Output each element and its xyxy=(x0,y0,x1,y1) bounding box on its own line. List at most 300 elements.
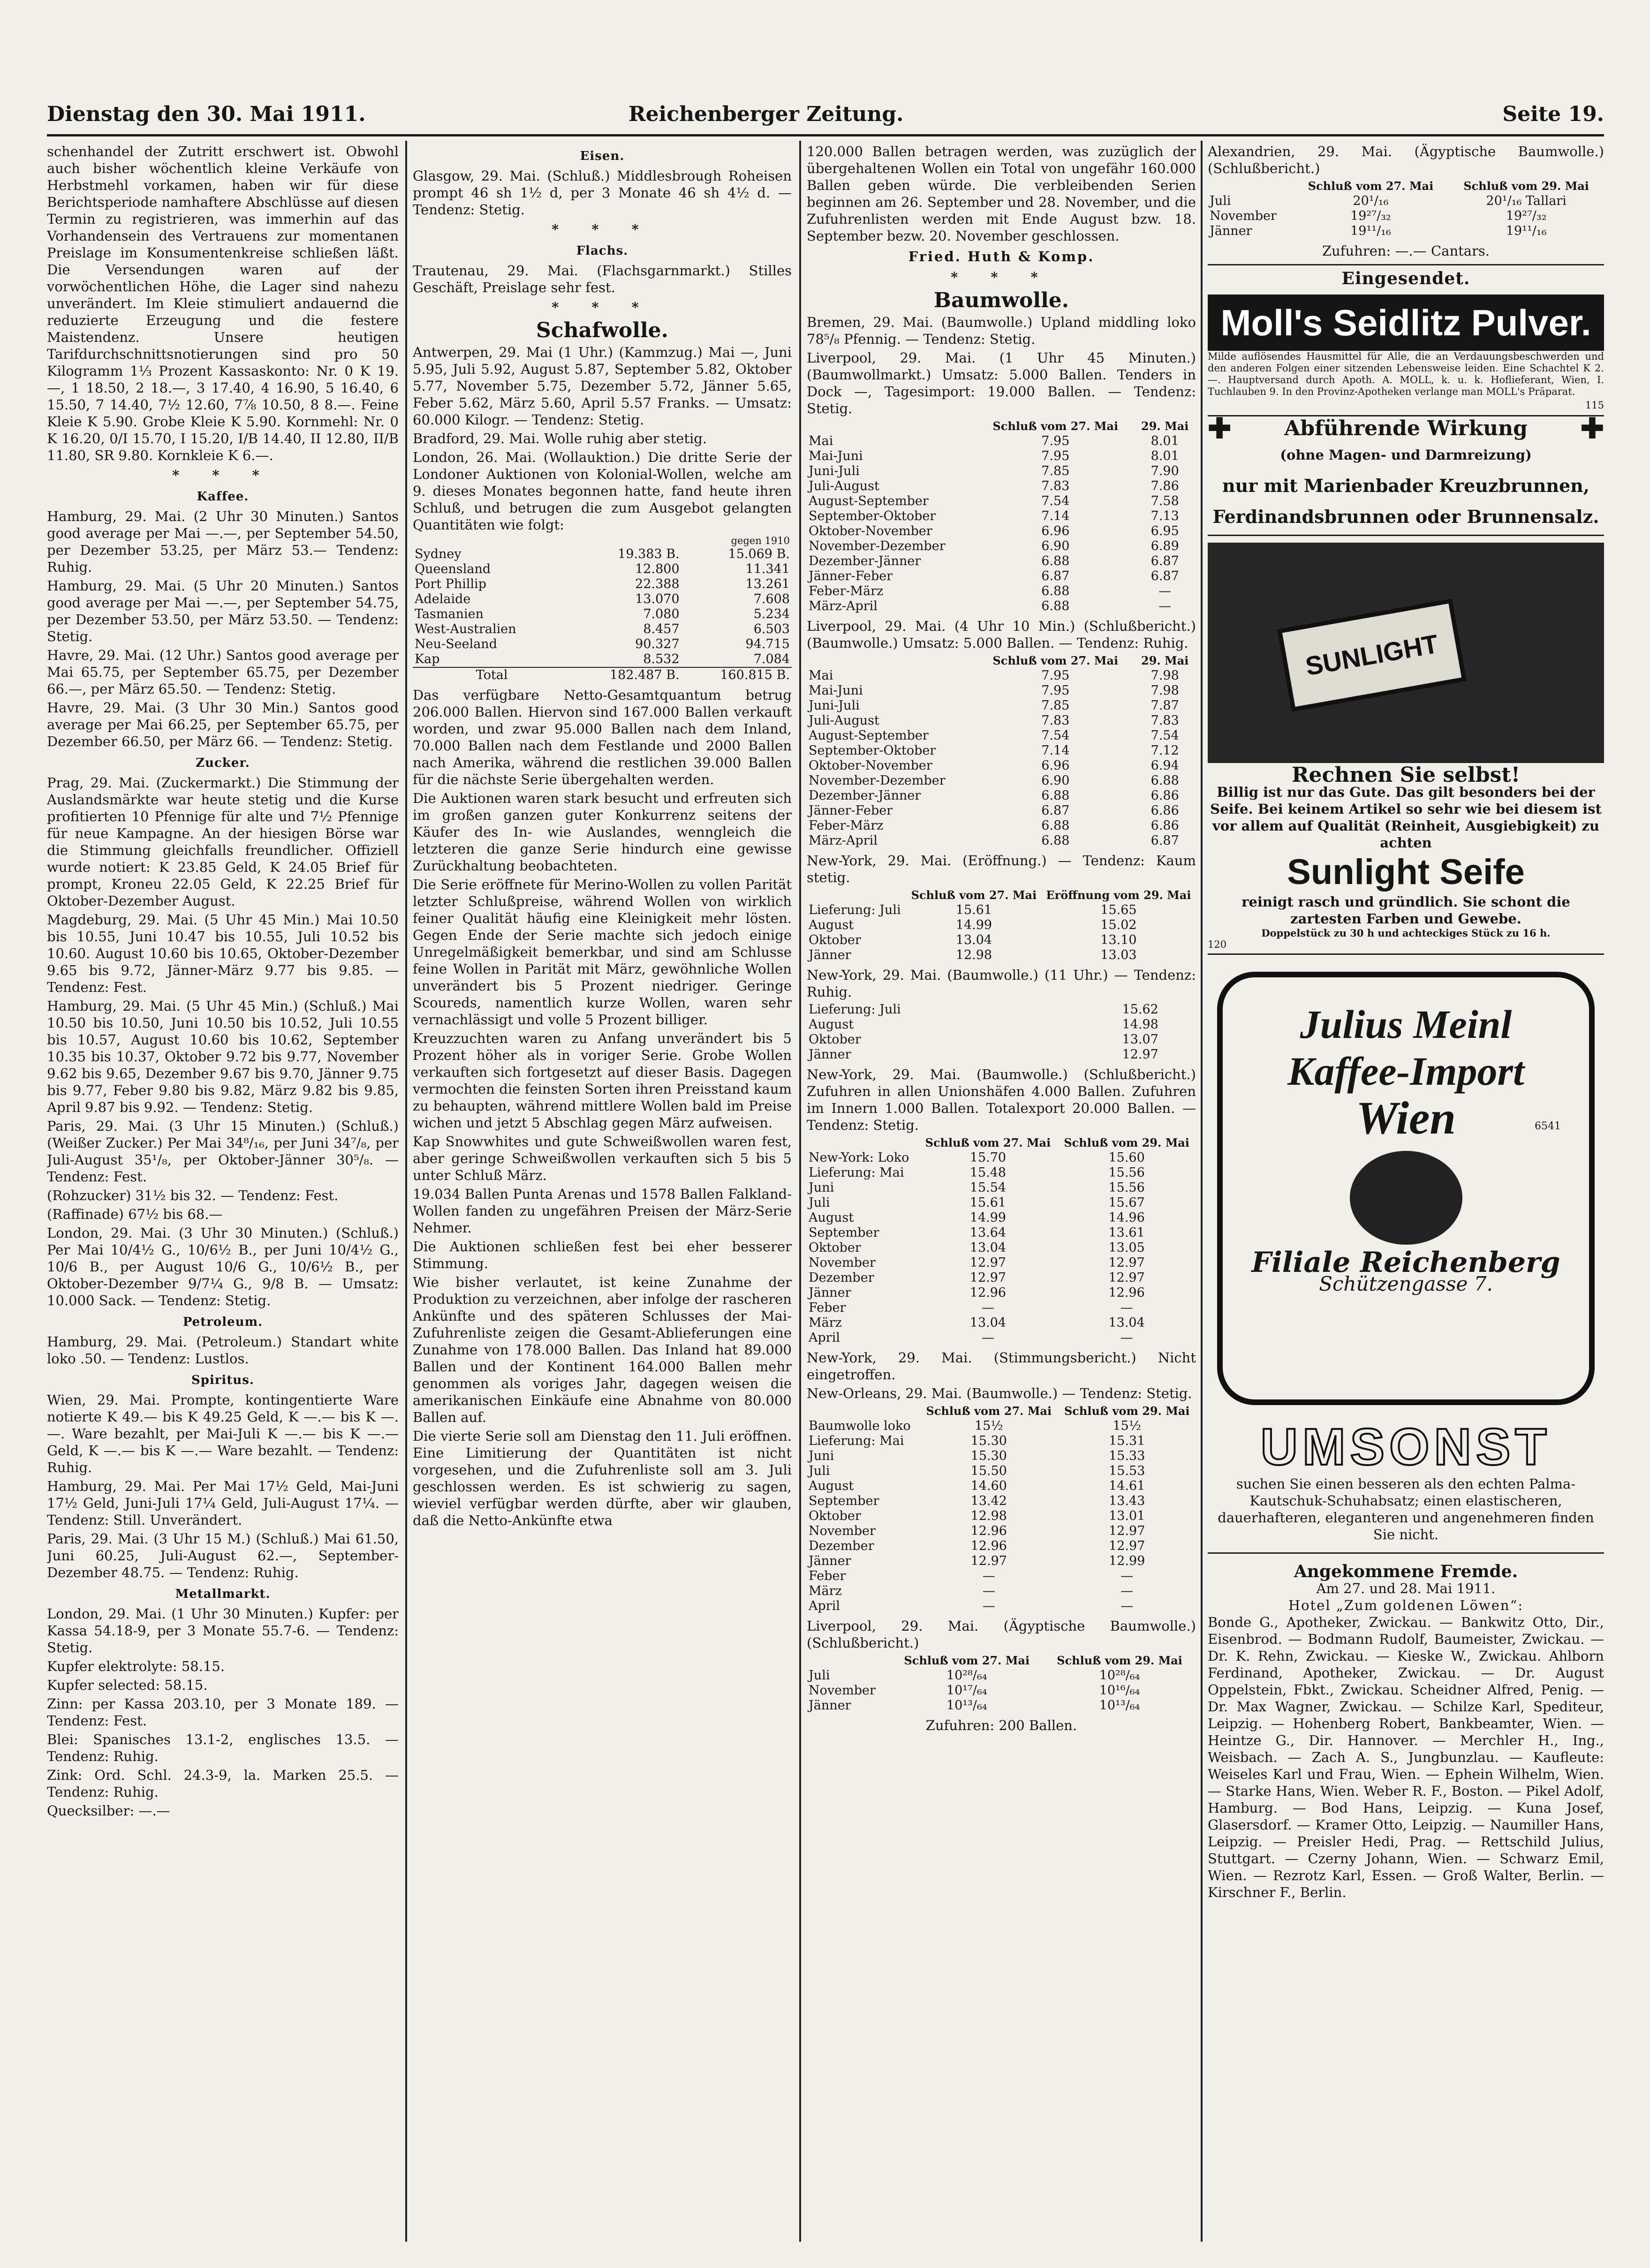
table-row xyxy=(807,1047,1196,1062)
article-text: Die Auktionen schließen fest bei eher besserer Stimmung. xyxy=(413,1239,792,1271)
table-row xyxy=(807,1494,1196,1509)
price-table xyxy=(807,419,1196,614)
table-row xyxy=(807,683,1196,698)
table-row xyxy=(807,1668,1196,1683)
table-cell: 15.33 xyxy=(1109,1449,1145,1463)
table-row xyxy=(807,1569,1196,1584)
table-cell: April xyxy=(809,1599,840,1613)
table-cell: Oktober-November xyxy=(809,758,932,773)
table-cell: 7.85 xyxy=(1041,464,1070,478)
table-row xyxy=(807,1524,1196,1539)
table-cell: 90.327 xyxy=(635,637,680,651)
table-cell: Kap xyxy=(415,652,440,666)
table-cell: August-September xyxy=(809,728,929,743)
table-row xyxy=(807,818,1196,833)
table-cell: 15.67 xyxy=(1108,1195,1145,1210)
table-header xyxy=(807,653,977,668)
table-cell: 6.94 xyxy=(1150,758,1179,773)
table-cell: 15.62 xyxy=(1122,1002,1158,1017)
table-cell: 10¹³/₆₄ xyxy=(946,1698,987,1713)
table-cell: 6.90 xyxy=(1041,539,1070,553)
table-cell: 12.97 xyxy=(969,1270,1007,1285)
table-cell: August-September xyxy=(809,494,929,508)
table-cell: 6.88 xyxy=(1150,773,1179,788)
table-cell: 7.14 xyxy=(1041,743,1070,758)
table-cell: 12.800 xyxy=(635,562,680,576)
table-cell: 6.96 xyxy=(1041,758,1070,773)
table-cell xyxy=(1074,1047,1084,1062)
table-row xyxy=(413,592,792,607)
table-cell: 13.04 xyxy=(1108,1315,1145,1330)
table-cell: 6.88 xyxy=(1041,833,1070,848)
article-text: schenhandel der Zutritt erschwert ist. Obwohl auch bisher wöchentlich kleine Verkäufe von Herbstmehl vorkamen, haben wir für diese Berichtsperiode namhaftere Abschlüsse auf diesen Termin zu registrieren, was immerhin auf das Vorhandensein des Vertrauens zur momentanen Preislage im Konsumentenkreise schließen läßt. Die Versendungen waren auf der vorwöchentlichen Höhe, die Lager sind nahezu unverändert. Im Kleie stimuliert andauernd die reduzierte Erzeugung und die festere Maistendenz. Unsere heutigen Tarifdurchschnittsnotierungen sind pro 50 Kilogramm 1⅓ Prozent Kassaskonto: Nr. 0 K 19.—, 1 18.50, 2 18.—, 3 17.40, 4 16.90, 5 16.40, 6 15.50, 7 14.40, 7½ 12.60, 7⅞ 10.50, 8 8.—. Feine Kleie K 5.90. Grobe Kleie K 5.90. Kornmehl: Nr. 0 K 16.20, 0/I 15.70, I 15.20, I/B 14.40, II 12.80, II/B 11.80, SR 9.80. Kornkleie K 6.—. xyxy=(47,144,399,463)
table-cell: Juli-August xyxy=(809,479,879,493)
table-cell: 5.234 xyxy=(753,607,790,621)
table-header-row xyxy=(807,1653,1196,1668)
table-cell: 19²⁷/₃₂ xyxy=(1350,209,1391,223)
table-cell: August xyxy=(809,1479,854,1493)
ad-text: Milde auflösendes Hausmittel für Alle, die an Verdauungsbeschwerden und den anderen Folgen einer sitzenden Lebensweise leiden. Eine Schachtel K 2.—. Hauptversand durch Apoth. A. MOLL, k. u. k. Hoflieferant, Wien, I. Tuchlauben 9. In den Provinz-Apotheken verlange man MOLL's Präparat. xyxy=(1208,351,1604,397)
table-cell: Juli xyxy=(809,1195,830,1210)
table-header: Schluß vom 27. Mai xyxy=(1308,179,1434,193)
ad-text: nur mit Marienbader Kreuzbrunnen, xyxy=(1222,475,1589,496)
ad-headline: Sunlight Seife xyxy=(1287,852,1525,892)
table-cell: Queensland xyxy=(415,562,491,576)
market-report: New-York, 29. Mai. (Eröffnung.) — Tendenz: Kaum stetig. xyxy=(807,853,1196,885)
table-row xyxy=(807,1210,1196,1225)
table-cell: März-April xyxy=(809,833,878,848)
table-row xyxy=(807,698,1196,713)
market-report: London, 29. Mai. (3 Uhr 30 Minuten.) (Schluß.) Per Mai 10/4½ G., 10/6½ B., per Juni 10/4½ G., 10/6 B., per August 10/6 G., 10/6½ B., per Oktober-Dezember 9/7¼ G., 9/8 B. — Umsatz: 10.000 Sack. — Tendenz: Stetig. xyxy=(47,1225,399,1308)
section-title: Angekommene Fremde. xyxy=(1294,1562,1518,1581)
market-report: Antwerpen, 29. Mai (1 Uhr.) (Kammzug.) Mai —, Juni 5.95, Juli 5.92, August 5.87, September 5.82, Oktober 5.77, November 5.75, Dezember 5.72, Jänner 5.65, Feber 5.62, März 5.60, April 5.57 Franks. — Umsatz: 60.000 Kilogr. — Tendenz: Stetig. xyxy=(413,344,792,428)
table-cell: 7.90 xyxy=(1150,464,1179,478)
table-cell: 7.080 xyxy=(643,607,680,621)
header-newspaper-title: Reichenberger Zeitung. xyxy=(628,102,904,126)
table-row xyxy=(807,1683,1196,1698)
table-cell: 14.99 xyxy=(969,1210,1007,1225)
table-cell: 10²⁸/₆₄ xyxy=(946,1668,987,1683)
market-report: Alexandrien, 29. Mai. (Ägyptische Baumwolle.) (Schlußbericht.) xyxy=(1208,144,1604,176)
table-cell: Juli xyxy=(1210,194,1231,208)
article-text: Das verfügbare Netto-Gesamtquantum betrug 206.000 Ballen. Hiervon sind 167.000 Ballen verkauft worden, und zwar 95.000 Ballen nach dem Inland, 70.000 Ballen nach dem Festlande und 2000 Ballen nach Amerika, während die restlichen 39.000 Ballen für die nächste Serie übergehalten werden. xyxy=(413,687,792,787)
table-cell: Dezember-Jänner xyxy=(809,554,921,568)
table-cell: West-Australien xyxy=(415,622,516,636)
table-cell: Lieferung: Juli xyxy=(809,903,901,917)
table-header: Eröffnung vom 29. Mai xyxy=(1046,888,1191,902)
market-report: New-York, 29. Mai. (Stimmungsbericht.) Nicht eingetroffen. xyxy=(807,1350,1196,1383)
table-row xyxy=(413,622,792,637)
table-cell: Mai xyxy=(809,668,833,683)
separator-stars: * * * xyxy=(172,467,273,483)
table-header xyxy=(807,1653,890,1668)
guest-list: Bonde G., Apotheker, Zwickau. — Bankwitz Otto, Dir., Eisenbrod. — Bodmann Rudolf, Baumeister, Zwickau. — Dr. K. Rehn, Zwickau. — Kieske W., Zwickau. Ahlborn Ferdinand, Apotheker, Zwickau. — Dr. August Oppelstein, Fbkt., Zwickau. Scheidner Alfred, Penig. — Dr. Max Wagner, Zwickau. — Schilze Karl, Spediteur, Leipzig. — Hohenberg Robert, Bankbeamter, Wien. — Heintze G., Dir. Hannover. — Merchler H., Ing., Weisbach. — Zach A. S., Jungbunzlau. — Kaufleute: Weiseles Karl und Frau, Wien. — Ephein Wilhelm, Wien. — Starke Hans, Wien. Weber R. F., Boston. — Pikel Adolf, Hamburg. — Bod Hans, Leipzig. — Kuna Josef, Glasersdorf. — Kramer Otto, Leipzig. — Naumiller Hans, Leipzig. — Preisler Hedi, Prag. — Rettschild Julius, Stuttgart. — Czerny Johann, Wien. — Schwarz Emil, Wien. — Rezrotz Karl, Essen. — Groß Walter, Berlin. — Kirschner F., Berlin. xyxy=(1208,1614,1604,1900)
table-cell: 15.61 xyxy=(955,903,992,917)
table-cell: 7.95 xyxy=(1041,683,1070,698)
table-cell: 12.97 xyxy=(1109,1524,1145,1538)
market-report: Bradford, 29. Mai. Wolle ruhig aber stetig. xyxy=(413,431,707,446)
table-cell: — xyxy=(1158,584,1172,598)
table-cell: 13.61 xyxy=(1108,1225,1145,1240)
table-cell: 10²⁸/₆₄ xyxy=(1099,1668,1140,1683)
table-row xyxy=(807,464,1196,479)
table-row xyxy=(413,637,792,652)
table-cell: 15.60 xyxy=(1108,1150,1145,1165)
table-cell: 7.58 xyxy=(1150,494,1179,508)
section-title: Eingesendet. xyxy=(1341,269,1470,288)
table-row xyxy=(807,524,1196,539)
market-report: Havre, 29. Mai. (12 Uhr.) Santos good average per Mai 65.75, per September 65.75, per Dezember 66.—, per März 65.50. — Tendenz: Stetig. xyxy=(47,647,399,697)
table-cell xyxy=(1074,1017,1084,1032)
table-header: Schluß vom 27. Mai xyxy=(926,1404,1052,1418)
signature: Fried. Huth & Komp. xyxy=(908,249,1095,265)
table-cell: 13.03 xyxy=(1100,948,1137,962)
table-cell: 13.64 xyxy=(969,1225,1007,1240)
market-report: Hamburg, 29. Mai. (Petroleum.) Standart white loko .50. — Tendenz: Lustlos. xyxy=(47,1334,399,1367)
umsonst-ad-title: UMSONST xyxy=(1260,1418,1552,1476)
sunlight-soap-box: SUNLIGHT xyxy=(1277,598,1467,712)
market-report: Kupfer selected: 58.15. xyxy=(47,1677,208,1693)
table-cell: Jänner xyxy=(809,1698,851,1713)
table-cell: 11.341 xyxy=(745,562,790,576)
table-cell: August xyxy=(809,918,854,932)
table-cell: Mai-Juni xyxy=(809,683,863,698)
table-cell: 7.98 xyxy=(1150,683,1179,698)
table-cell: 7.13 xyxy=(1150,509,1179,523)
table-cell: 14.61 xyxy=(1109,1479,1145,1493)
table-cell: Juni-Juli xyxy=(809,698,860,713)
table-row xyxy=(807,1285,1196,1300)
ad-number: 115 xyxy=(1585,400,1604,411)
table-cell: 15.48 xyxy=(969,1165,1007,1180)
table-header: Schluß vom 27. Mai xyxy=(992,419,1119,433)
table-cell: 6.89 xyxy=(1150,539,1179,553)
table-cell: 12.96 xyxy=(1108,1285,1145,1300)
table-cell: Jänner xyxy=(809,948,851,962)
table-header-row xyxy=(807,419,1196,434)
table-cell: 13.04 xyxy=(955,933,992,947)
table-cell: Lieferung: Mai xyxy=(809,1165,904,1180)
table-row xyxy=(807,1195,1196,1210)
table-row xyxy=(807,1419,1196,1434)
table-row xyxy=(807,1449,1196,1464)
table-row xyxy=(807,1584,1196,1599)
table-row xyxy=(807,773,1196,788)
table-row xyxy=(807,1434,1196,1449)
table-row xyxy=(807,1300,1196,1315)
section-title: Flachs. xyxy=(576,244,628,258)
table-cell: 13.07 xyxy=(1122,1032,1158,1047)
table-cell: 15.02 xyxy=(1100,918,1137,932)
table-cell: 12.96 xyxy=(970,1524,1007,1538)
table-cell: 6.86 xyxy=(1150,803,1179,818)
table-cell: 94.715 xyxy=(745,637,790,651)
ad-text: reinigt rasch und gründlich. Sie schont die zartesten Farben und Gewebe. xyxy=(1241,894,1570,927)
table-cell: 15.50 xyxy=(970,1464,1007,1478)
table-cell: 19¹¹/₁₆ xyxy=(1506,224,1547,238)
table-cell: 6.88 xyxy=(1041,584,1070,598)
table-cell: Lieferung: Mai xyxy=(809,1434,904,1448)
table-row xyxy=(1208,194,1604,209)
table-cell: Oktober xyxy=(809,933,861,947)
table-cell: 6.86 xyxy=(1150,818,1179,833)
table-cell: 12.98 xyxy=(970,1509,1007,1523)
price-table xyxy=(807,1135,1196,1346)
table-row xyxy=(807,1180,1196,1195)
table-cell: 12.97 xyxy=(1108,1255,1145,1270)
table-cell: 7.86 xyxy=(1150,479,1179,493)
table-header: Schluß vom 27. Mai xyxy=(925,1136,1051,1149)
article-text: 120.000 Ballen betragen werden, was zuzüglich der übergehaltenen Wollen ein Total von ungefähr 160.000 Ballen geben würde. Die verbleibenden Serien beginnen am 26. September und 28. November, und die Zufuhrenlisten werden mit Ende August bzw. 18. September bezw. 20. November geschlossen. xyxy=(807,144,1196,244)
table-cell: Neu-Seeland xyxy=(415,637,497,651)
market-report: Hamburg, 29. Mai. Per Mai 17½ Geld, Mai-Juni 17½ Geld, Juni-Juli 17¼ Geld, Juli-August 17¼. — Tendenz: Still. Unverändert. xyxy=(47,1478,399,1528)
table-cell: November xyxy=(809,1524,876,1538)
table-cell: März xyxy=(809,1584,842,1598)
table-cell: — xyxy=(1120,1599,1134,1613)
section-title: Eisen. xyxy=(580,149,625,163)
table-cell: — xyxy=(1158,599,1172,613)
table-row xyxy=(413,577,792,592)
table-cell: 22.388 xyxy=(635,577,680,591)
section-title: Metallmarkt. xyxy=(175,1587,271,1601)
table-cell: New-York: Loko xyxy=(809,1150,909,1165)
market-report: Prag, 29. Mai. (Zuckermarkt.) Die Stimmung der Auslandsmärkte war heute stetig und die Kurse profitierten 10 Pfennige für alte und 7½ Pfennige für neue Kampagne. An der hiesigen Börse war die Stimmung gleichfalls freundlicher. Offiziell wurde notiert: K 23.85 Geld, K 24.05 Brief für prompt, Kroneu 22.05 Geld, K 22.25 Brief für Oktober-Dezember August. xyxy=(47,775,399,909)
table-header: Schluß vom 27. Mai xyxy=(904,1654,1030,1667)
market-report: New-York, 29. Mai. (Baumwolle.) (11 Uhr.) — Tendenz: Ruhig. xyxy=(807,967,1196,1000)
separator-stars: * * * xyxy=(552,221,653,237)
table-header-row xyxy=(807,1135,1196,1150)
table-cell: 15.65 xyxy=(1100,903,1137,917)
table-cell: 6.87 xyxy=(1150,554,1179,568)
ad-text: Doppelstück zu 30 h und achteckiges Stück zu 16 h. xyxy=(1261,927,1551,939)
table-cell: — xyxy=(981,1331,994,1345)
price-table xyxy=(807,1404,1196,1614)
table-cell: Juni xyxy=(809,1180,834,1195)
table-footnote: Zufuhren: —.— Cantars. xyxy=(1322,243,1490,259)
table-cell: 19.383 B. xyxy=(618,547,680,561)
column-divider xyxy=(1201,141,1203,2242)
table-cell: September xyxy=(809,1225,879,1240)
julius-meinl-ad: Julius Meinl Kaffee-Import Wien 6541 Filiale Reichenberg Schützengasse 7. xyxy=(1217,972,1595,1405)
table-row xyxy=(807,1698,1196,1713)
table-cell: September xyxy=(809,1494,879,1508)
table-row xyxy=(807,1017,1196,1032)
header-date: Dienstag den 30. Mai 1911. xyxy=(47,102,366,126)
date-line: Am 27. und 28. Mai 1911. xyxy=(1316,1580,1496,1596)
table-cell: Jänner-Feber xyxy=(809,569,893,583)
table-header xyxy=(807,888,907,903)
market-report: New-York, 29. Mai. (Baumwolle.) (Schlußbericht.) Zufuhren in allen Unionshäfen 4.000 Ballen. Zufuhren im Innern 1.000 Ballen. Totalexport 20.000 Ballen. — Tendenz: Stetig. xyxy=(807,1066,1196,1133)
table-row xyxy=(807,758,1196,773)
table-cell: 7.14 xyxy=(1041,509,1070,523)
table-cell: 6.87 xyxy=(1150,569,1179,583)
table-cell: 6.96 xyxy=(1041,524,1070,538)
table-cell: 6.90 xyxy=(1041,773,1070,788)
header-page-number: Seite 19. xyxy=(1502,102,1604,126)
header-rule xyxy=(47,134,1604,136)
table-row xyxy=(807,1315,1196,1331)
market-report: Glasgow, 29. Mai. (Schluß.) Middlesbrough Roheisen prompt 46 sh 1½ d, per 3 Monate 46 sh 4½ d. — Tendenz: Stetig. xyxy=(413,168,792,218)
ad-text: (ohne Magen- und Darmreizung) xyxy=(1280,447,1532,463)
article-text: Kreuzzuchten waren zu Anfang unverändert bis 5 Prozent höher als in voriger Serie. Grobe Wollen verkauften sich fortgesetzt auf dieser Basis. Dagegen vermochten die feinsten Sorten ihren Preisstand kaum zu behaupten, während mittlere Wollen bald im Preise wichen und jetzt 5 Abschlag gegen März aufweisen. xyxy=(413,1030,792,1131)
column-divider xyxy=(405,141,407,2242)
market-report: Blei: Spanisches 13.1-2, englisches 13.5. — Tendenz: Ruhig. xyxy=(47,1731,399,1764)
table-cell: 7.83 xyxy=(1041,713,1070,728)
market-report: Trautenau, 29. Mai. (Flachsgarnmarkt.) Stilles Geschäft, Preislage sehr fest. xyxy=(413,263,792,295)
table-header: 29. Mai xyxy=(1141,654,1189,667)
table-header: Schluß vom 29. Mai xyxy=(1463,179,1589,193)
table-row xyxy=(807,668,1196,683)
table-cell: Dezember-Jänner xyxy=(809,788,921,803)
article-text: Die vierte Serie soll am Dienstag den 11. Juli eröffnen. Eine Limitierung der Quantitäten ist nicht vorgesehen, und die Zufuhrenliste soll am 3. Juli geschlossen werden. Es ist schwierig zu sagen, wieviel verfügbar werden dürfte, aber wir glauben, daß die Netto-Ankünfte etwa xyxy=(413,1428,792,1528)
market-report: Wien, 29. Mai. Prompte, kontingentierte Ware notierte K 49.— bis K 49.25 Geld, K —.— bis K —.—. Ware bezahlt, per Mai-Juli K —.— bis K —.— Geld, K —.— bis K —.— Ware bezahlt. — Tendenz: Ruhig. xyxy=(47,1392,399,1475)
market-report: Hamburg, 29. Mai. (5 Uhr 20 Minuten.) Santos good average per Mai —.—, per September 54.75, per Dezember 53.50, per März 53.50. — Tendenz: Stetig. xyxy=(47,578,399,644)
table-row xyxy=(807,1331,1196,1346)
table-cell: August xyxy=(809,1017,854,1032)
table-cell: Dezember xyxy=(809,1270,874,1285)
table-cell: 6.88 xyxy=(1041,818,1070,833)
column-divider xyxy=(799,141,801,2242)
table-cell: Feber xyxy=(809,1569,846,1583)
table-cell: 12.97 xyxy=(970,1554,1007,1568)
table-cell: Oktober xyxy=(809,1032,861,1047)
table-row xyxy=(807,584,1196,599)
table-row xyxy=(1208,224,1604,239)
market-report: Zinn: per Kassa 203.10, per 3 Monate 189. — Tendenz: Fest. xyxy=(47,1696,399,1729)
table-cell: 12.97 xyxy=(1109,1539,1145,1553)
table-row xyxy=(807,1225,1196,1240)
table-row xyxy=(807,554,1196,569)
table-cell: 7.95 xyxy=(1041,449,1070,463)
table-cell: 6.88 xyxy=(1041,599,1070,613)
table-cell: 6.503 xyxy=(753,622,790,636)
table-cell: 10¹⁷/₆₄ xyxy=(946,1683,987,1698)
article-text: Die Auktionen waren stark besucht und erfreuten sich im großen ganzen guter Konkurrenz seitens der Käufer des In- wie Auslandes, wenngleich die letzteren die ganze Serie hindurch eine gewisse Zurückhaltung beobachteten. xyxy=(413,790,792,874)
market-report: Liverpool, 29. Mai. (1 Uhr 45 Minuten.) (Baumwollmarkt.) Umsatz: 5.000 Ballen. Tenders in Dock —, Tagesimport: 19.000 Ballen. — Tendenz: Stetig. xyxy=(807,350,1196,416)
table-row xyxy=(807,1554,1196,1569)
table-header-row xyxy=(807,888,1196,903)
table-cell: 15.31 xyxy=(1109,1434,1145,1448)
table-cell: Jänner xyxy=(809,1047,851,1062)
table-cell: Juli-August xyxy=(809,713,879,728)
table-row xyxy=(807,1539,1196,1554)
table-row xyxy=(807,539,1196,554)
price-table xyxy=(807,1002,1196,1062)
sailing-ship-icon xyxy=(1350,1151,1462,1245)
table-row xyxy=(807,728,1196,743)
table-cell: 7.87 xyxy=(1150,698,1179,713)
table-footnote: Zufuhren: 200 Ballen. xyxy=(925,1717,1077,1733)
table-cell: 15.56 xyxy=(1108,1180,1145,1195)
table-cell: 20¹/₁₆ Tallari xyxy=(1486,194,1567,208)
table-cell: — xyxy=(981,1300,994,1315)
market-report: Liverpool, 29. Mai. (Ägyptische Baumwolle.) (Schlußbericht.) xyxy=(807,1618,1196,1651)
table-cell: Oktober-November xyxy=(809,524,932,538)
table-cell: 8.457 xyxy=(643,622,680,636)
table-row xyxy=(807,918,1196,933)
table-cell: Jänner xyxy=(809,1554,851,1568)
table-cell: Feber-März xyxy=(809,584,884,598)
table-row xyxy=(807,494,1196,509)
marienbad-ad: ✚ Abführende Wirkung ✚ xyxy=(1208,412,1604,445)
table-row xyxy=(807,1002,1196,1017)
table-row xyxy=(807,1464,1196,1479)
table-cell: — xyxy=(1120,1584,1134,1598)
section-title: Petroleum. xyxy=(182,1315,263,1329)
table-cell: 7.54 xyxy=(1041,728,1070,743)
table-cell: 15.54 xyxy=(969,1180,1007,1195)
wool-auction-table xyxy=(413,535,792,683)
section-title: Spiritus. xyxy=(191,1373,254,1387)
market-report: (Raffinade) 67½ bis 68.— xyxy=(47,1206,223,1222)
table-cell: Port Phillip xyxy=(415,577,487,591)
table-header xyxy=(807,1135,919,1150)
section-title: Zucker. xyxy=(196,756,250,770)
table-row xyxy=(807,479,1196,494)
section-title: Baumwolle. xyxy=(933,288,1069,312)
moll-seidlitz-ad-banner: Moll's Seidlitz Pulver. xyxy=(1208,295,1604,351)
table-cell: 12.99 xyxy=(1109,1554,1145,1568)
market-report: (Rohzucker) 31½ bis 32. — Tendenz: Fest. xyxy=(47,1187,339,1203)
table-cell: Oktober xyxy=(809,1240,861,1255)
price-table xyxy=(807,888,1196,963)
table-cell: 13.05 xyxy=(1108,1240,1145,1255)
table-cell: Adelaide xyxy=(415,592,471,606)
red-cross-icon: ✚ xyxy=(1208,412,1232,445)
table-cell: — xyxy=(982,1599,995,1613)
table-row xyxy=(413,562,792,577)
ad-text: Ferdinandsbrunnen oder Brunnensalz. xyxy=(1212,506,1599,527)
table-total-row: Total 182.487 B. 160.815 B. xyxy=(413,667,792,683)
market-report: Zink: Ord. Schl. 24.3-9, la. Marken 25.5. — Tendenz: Ruhig. xyxy=(47,1767,399,1800)
table-row xyxy=(807,449,1196,464)
ad-headline: Rechnen Sie selbst! xyxy=(1291,763,1521,787)
table-row xyxy=(1208,209,1604,224)
table-row xyxy=(807,599,1196,614)
table-cell: 8.01 xyxy=(1150,434,1179,448)
sunlight-soap-illustration xyxy=(1208,543,1604,763)
market-report: Liverpool, 29. Mai. (4 Uhr 10 Min.) (Schlußbericht.) (Baumwolle.) Umsatz: 5.000 Ballen. — Tendenz: Ruhig. xyxy=(807,618,1196,651)
table-cell: Jänner-Feber xyxy=(809,803,893,818)
table-row xyxy=(807,1270,1196,1285)
table-cell: 14.96 xyxy=(1108,1210,1145,1225)
table-cell: Mai xyxy=(809,434,833,448)
table-cell: 19²⁷/₃₂ xyxy=(1506,209,1547,223)
table-row xyxy=(807,1599,1196,1614)
table-cell: 6.87 xyxy=(1041,803,1070,818)
table-cell: Sydney xyxy=(415,547,462,561)
table-header: Schluß vom 29. Mai xyxy=(1064,1404,1190,1418)
table-cell: 15½ xyxy=(975,1419,1003,1433)
table-cell: Juli xyxy=(809,1464,830,1478)
market-report: Quecksilber: —.— xyxy=(47,1803,170,1819)
table-cell: 7.54 xyxy=(1041,494,1070,508)
table-row xyxy=(807,1165,1196,1180)
table-row xyxy=(807,743,1196,758)
table-cell: Feber-März xyxy=(809,818,884,833)
table-cell: 13.04 xyxy=(969,1315,1007,1330)
table-cell: April xyxy=(809,1331,840,1345)
table-cell: 12.97 xyxy=(1122,1047,1158,1062)
table-cell: 19¹¹/₁₆ xyxy=(1350,224,1391,238)
table-cell: 7.54 xyxy=(1150,728,1179,743)
table-cell: 15.069 B. xyxy=(728,547,790,561)
table-row xyxy=(807,509,1196,524)
table-cell: November xyxy=(1210,209,1277,223)
price-table xyxy=(1208,179,1604,239)
table-cell: September-Oktober xyxy=(809,743,936,758)
table-header: 29. Mai xyxy=(1141,419,1189,433)
